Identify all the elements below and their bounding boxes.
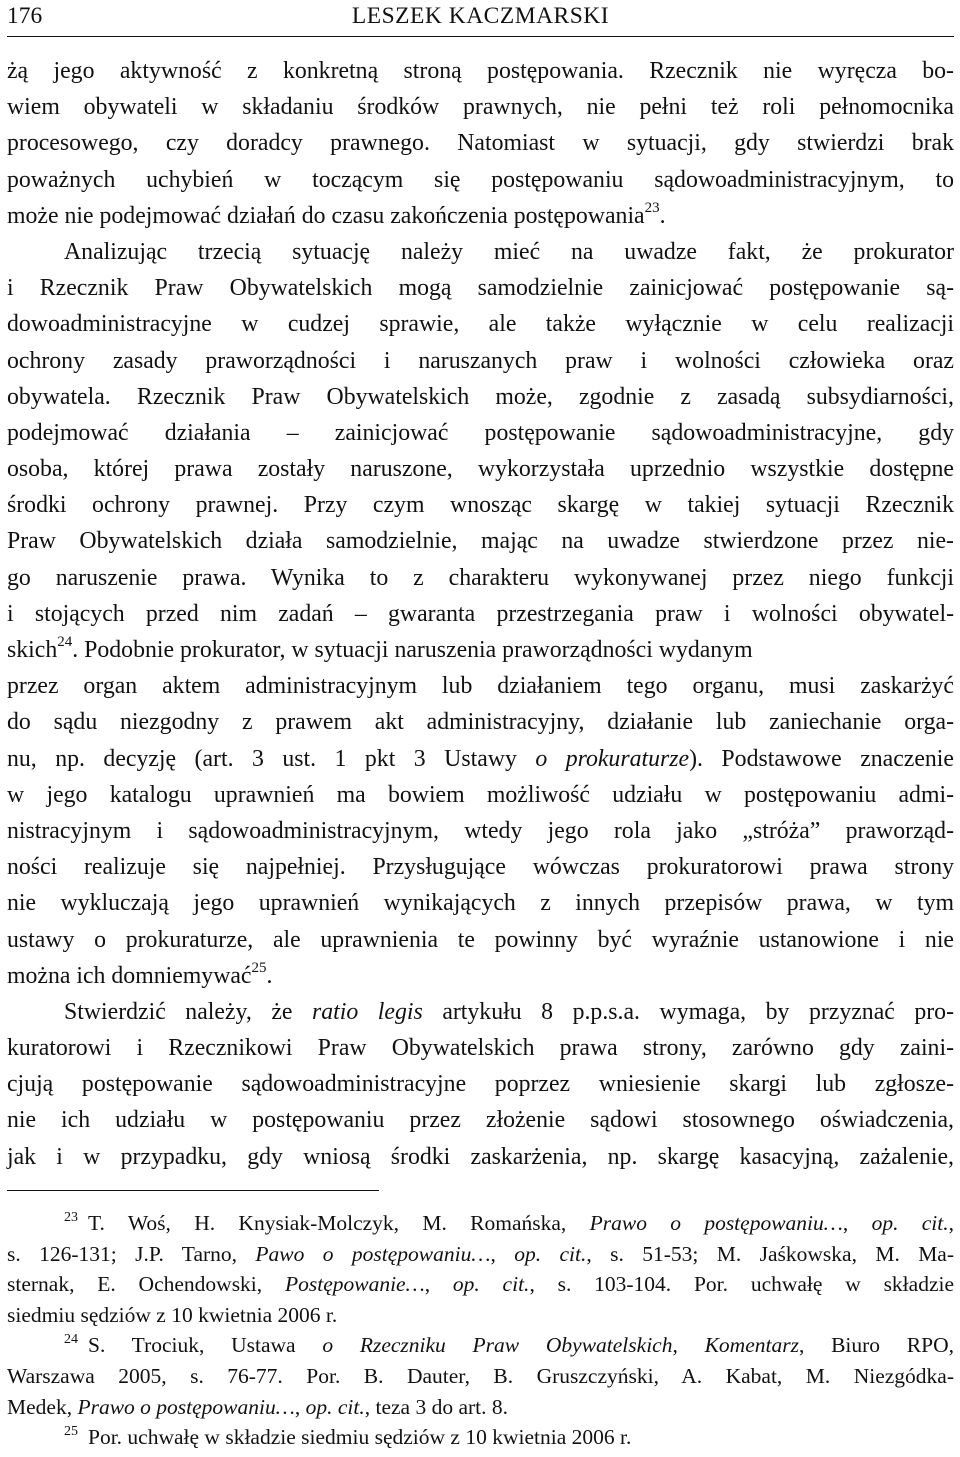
body-line: cjują postępowanie sądowoadministracyjne poprzez wniesienie skargi lub zgłosze-: [7, 1071, 954, 1098]
footnotes: [7, 1208, 954, 1453]
body-line-text: ). Podstawowe znaczenie: [689, 745, 954, 772]
body-line: skich$^{24}$. Podobnie prokurator, w sytuacji naruszenia praworządności wydanym: [7, 634, 753, 663]
body-line: i stojących przed nim zadań – gwaranta przestrzegania praw i wolności obywatel-: [7, 600, 954, 627]
body-line: może nie podejmować działań do czasu zakończenia postępowania$^{23}$.: [7, 199, 666, 229]
body-line: go naruszenie prawa. Wynika to z charakteru wykonywanej przez niego funkcji: [7, 564, 954, 591]
body-line-text: Stwierdzić należy, że: [64, 998, 293, 1025]
italic-title: o prokuraturze: [535, 745, 690, 772]
body-line: ochrony zasady praworządności i naruszanych praw i wolności człowieka oraz: [7, 347, 954, 374]
body-line: nistracyjnym i sądowoadministracyjnym, wtedy jego rola jako „stróża” praworząd-: [7, 817, 954, 844]
body-line: [7, 741, 954, 777]
body-line: ności realizuje się najpełniej. Przysługujące wówczas prokuratorowi prawa strony: [7, 854, 954, 881]
footnote-ref[interactable]: 25: [251, 959, 267, 976]
body-line: i Rzecznik Praw Obywatelskich mogą samodzielnie zainicjować postępowanie są-: [7, 275, 954, 302]
body-line: Praw Obywatelskich działa samodzielnie, mając na uwadze stwierdzone przez nie-: [7, 528, 954, 555]
body-line: w jego katalogu uprawnień ma bowiem możliwość udziału w postępowaniu admi-: [7, 781, 954, 808]
footnote-23-line: sternak, E. Ochendowski, Postępowanie…, op. cit., s. 103-104. Por. uchwałę w składzie: [7, 1272, 955, 1297]
body-line: nie ich udziału w postępowaniu przez złożenie sądowi stosownego oświadczenia,: [7, 1107, 954, 1134]
body-line: nie wykluczają jego uprawnień wynikających z innych przepisów prawa, w tym: [7, 890, 954, 917]
footnote-mark: 25: [64, 1424, 78, 1440]
footnote-25-line: $^{25}$ Por. uchwałę w składzie siedmiu sędziów z 10 kwietnia 2006 r.: [64, 1424, 632, 1450]
footnote-separator: [7, 1190, 379, 1191]
footnote-mark: 23: [64, 1210, 78, 1225]
body-line-text: Podobnie prokurator, w sytuacji naruszenia praworządności wydanym: [84, 637, 753, 663]
running-title: LESZEK KACZMARSKI: [351, 3, 610, 29]
body-line-text: można ich domniemywać: [7, 962, 252, 989]
footnote-ref[interactable]: 23: [644, 199, 660, 216]
body-line: dowoadministracyjne w cudzej sprawie, ale także wyłącznie w celu realizacji: [7, 311, 954, 338]
running-header: [7, 0, 954, 37]
body-line: Analizując trzecią sytuację należy mieć na uwadze fakt, że prokurator: [64, 238, 954, 265]
footnote-23-line: $^{23}$ T. Woś, H. Knysiak-Molczyk, M. Romańska, Prawo o postępowaniu…, op. cit.,: [64, 1210, 955, 1235]
body-line-text: skich: [7, 637, 58, 663]
body-line: [7, 994, 954, 1030]
footnote-23-line: s. 126-131; J.P. Tarno, Pawo o postępowaniu…, op. cit., s. 51-53; M. Jaśkowska, M. Ma-: [7, 1241, 955, 1266]
body-line: procesowego, czy doradcy prawnego. Natomiast w sytuacji, gdy stwierdzi brak: [7, 130, 954, 157]
body-line-text: nu, np. decyzję (art. 3 ust. 1 pkt 3 Ustawy: [7, 745, 517, 772]
body-line: ustawy o prokuraturze, ale uprawnienia te powinny być wyraźnie ustanowione i nie: [7, 926, 954, 953]
body-line: podejmować działania – zainicjować postępowanie sądowoadministracyjne, gdy: [7, 419, 954, 446]
footnote-24-line: Medek, Prawo o postępowaniu…, op. cit., teza 3 do art. 8.: [7, 1394, 509, 1419]
body-line: można ich domniemywać$^{25}$.: [7, 959, 273, 989]
body-line: poważnych uchybień w toczącym się postępowaniu sądowoadministracyjnym, to: [7, 166, 954, 193]
body-line: środki ochrony prawnej. Przy czym wnosząc skargę w takiej sytuacji Rzecznik: [7, 492, 954, 519]
footnote-23-line: siedmiu sędziów z 10 kwietnia 2006 r.: [7, 1302, 338, 1327]
footnote-24-line: $^{24}$ S. Trociuk, Ustawa o Rzeczniku Praw Obywatelskich, Komentarz, Biuro RPO,: [64, 1332, 955, 1358]
body-line-text: może nie podejmować działań do czasu zakończenia postępowania: [7, 202, 645, 229]
body-text: [7, 53, 954, 1175]
body-line: kuratorowi i Rzecznikowi Praw Obywatelskich prawa strony, zarówno gdy zaini-: [7, 1035, 954, 1062]
body-line: żą jego aktywność z konkretną stroną postępowania. Rzecznik nie wyręcza bo-: [7, 58, 954, 84]
footnote-ref[interactable]: 24: [57, 634, 73, 651]
body-line: przez organ aktem administracyjnym lub działaniem tego organu, musi zaskarżyć: [7, 673, 954, 700]
body-line: jak i w przypadku, gdy wniosą środki zaskarżenia, np. skargę kasacyjną, zażalenie,: [7, 1143, 954, 1170]
body-line: osoba, której prawa zostały naruszone, wykorzystała uprzednio wszystkie dostępne: [7, 456, 954, 483]
body-line: wiem obywateli w składaniu środków prawnych, nie pełni też roli pełnomocnika: [7, 94, 954, 121]
footnote-mark: 24: [64, 1332, 78, 1348]
italic-term: ratio legis: [312, 998, 423, 1025]
footnote-24-line: Warszawa 2005, s. 76-77. Por. B. Dauter, B. Gruszczyński, A. Kabat, M. Niezgódka-: [7, 1363, 954, 1388]
body-line-text: artykułu 8 p.p.s.a. wymaga, by przyznać pro-: [442, 998, 954, 1025]
body-line: do sądu niezgodny z prawem akt administracyjny, działanie lub zaniechanie orga-: [7, 709, 954, 736]
body-line: obywatela. Rzecznik Praw Obywatelskich może, zgodnie z zasadą subsydiarności,: [7, 383, 954, 410]
page-number: 176: [7, 3, 43, 29]
